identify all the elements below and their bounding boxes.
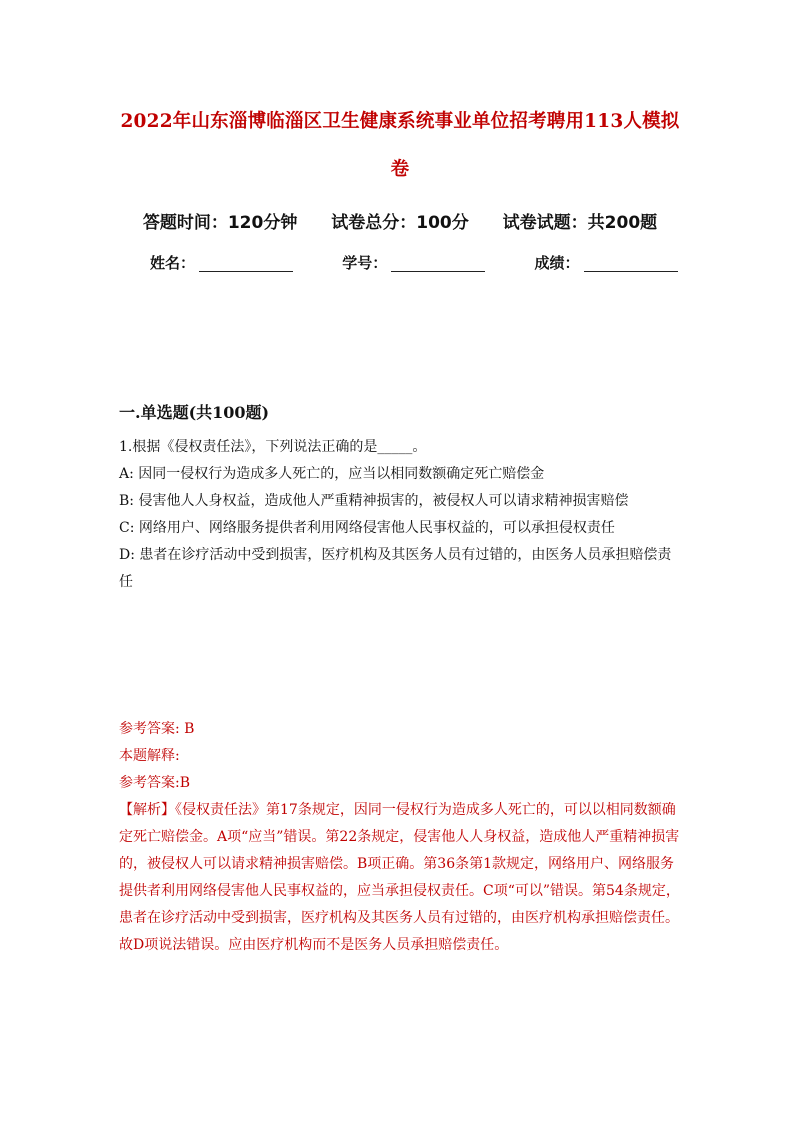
title-line-2: 卷 [390,159,410,180]
title-line-1: 2022年山东淄博临淄区卫生健康系统事业单位招考聘用113人模拟 [120,111,680,132]
explanation-label: 本题解释: [119,748,180,764]
exam-title [110,98,690,194]
question-block [119,434,684,596]
option-c: C: 网络用户、网络服务提供者利用网络侵害他人民事权益的，可以承担侵权责任 [119,520,615,536]
exam-meta [0,208,800,233]
id-blank[interactable] [391,255,485,272]
meta-total: 试卷总分：100分 [331,213,469,233]
option-b: B: 侵害他人人身权益，造成他人严重精神损害的，被侵权人可以请求精神损害赔偿 [119,493,629,509]
reference-answer-2: 参考答案:B [119,775,191,791]
score-label: 成绩： [534,254,580,272]
id-label: 学号： [342,254,388,272]
score-field[interactable] [535,252,678,273]
name-field[interactable] [150,252,293,273]
score-blank[interactable] [584,255,678,272]
name-label: 姓名： [150,254,196,272]
id-field[interactable] [342,252,485,273]
answer-block [119,716,684,959]
name-blank[interactable] [199,255,293,272]
option-d: D: 患者在诊疗活动中受到损害，医疗机构及其医务人员有过错的，由医务人员承担赔偿责任 [119,547,672,590]
meta-count: 试卷试题：共200题 [502,213,658,233]
option-a: A: 因同一侵权行为造成多人死亡的，应当以相同数额确定死亡赔偿金 [119,466,545,482]
meta-time: 答题时间：120分钟 [142,213,298,233]
question-stem: 1.根据《侵权责任法》，下列说法正确的是_____。 [119,439,427,455]
analysis-text: 【解析】《侵权责任法》第17条规定，因同一侵权行为造成多人死亡的，可以以相同数额确定死亡赔偿金。A项“应当”错误。第22条规定，侵害他人人身权益，造成他人严重精神损害的，被侵权人可以请求精神损害赔偿。B项正确。第36条第1款规定，网络用户、网络服务提供者利用网络侵害他人民事权益的，应当承担侵权责任。C项“可以”错误。第54条规定，患者在诊疗活动中受到损害，医疗机构及其医务人员有过错的，由医疗机构承担赔偿责任。故D项说法错误。应由医疗机构而不是医务人员承担赔偿责任。 [119,802,680,953]
reference-answer: 参考答案: B [119,721,195,737]
student-fields [150,252,690,273]
section-title: 一.单选题(共100题) [119,403,270,422]
